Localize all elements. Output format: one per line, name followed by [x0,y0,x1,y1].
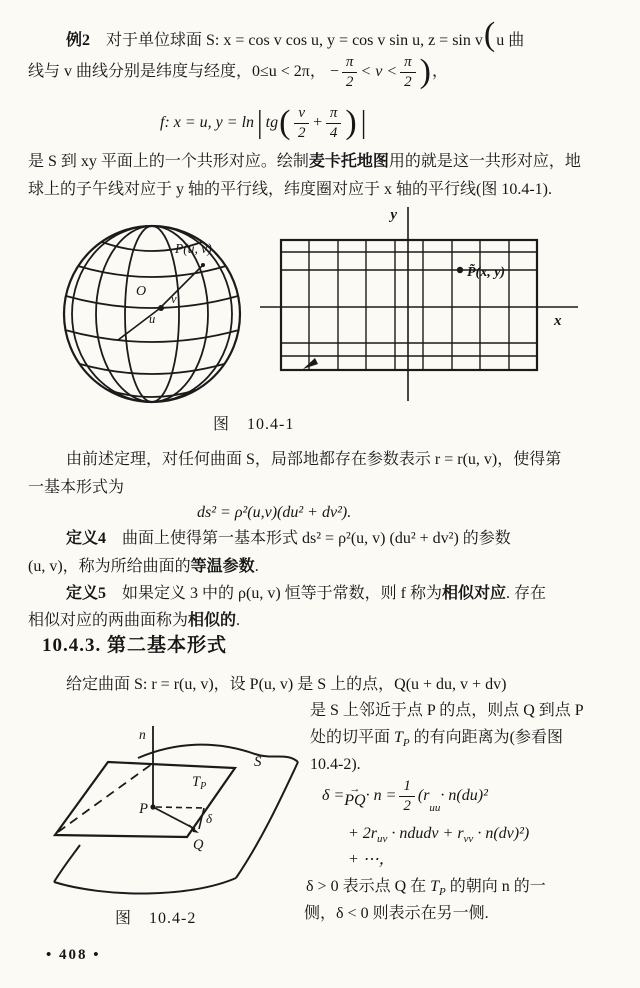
tangent-plane-sub: P [402,737,410,750]
point-P-dot [201,263,205,267]
fraction-v-2: $\frac{v}{2}$ [294,105,309,141]
delta-eq-a: δ = [322,786,345,804]
tangent-plane-symbol: T [394,729,403,746]
similar-term: 相似的 [188,612,237,629]
def5-text-c: . 存在 [506,585,547,602]
figure2-caption: 图 10.4-2 [115,910,197,927]
example-line2-text: 线与 v 曲线分别是纬度与经度，0≤u < 2π， − [28,62,339,80]
second-form-rtext-2a: 处的切平面 [310,729,395,746]
def4-line-1 [66,529,511,550]
sphere-label-O: O [135,284,147,299]
Q-label: Q [193,837,204,853]
first-form-text: ds² = ρ²(u,v)(du² + dv²). [197,504,352,521]
formula-tg: tg [265,113,279,131]
y-axis-label: y [390,207,397,223]
second-form-right-2 [310,728,563,750]
delta-formula-line-2: + $2r_{uv}$ · ndudv + $r_{vv} \cdot n(dv)^2$) [348,825,530,846]
first-form-formula [197,503,351,524]
fraction-half: $\frac{1}{2}$ [399,778,415,814]
second-form-rtext-3: 10.4-2). [310,756,361,773]
formula-f: f: x = u, y = ln [160,113,255,131]
theorem-line-2 [28,478,124,499]
abs-bar-right: | [360,104,367,141]
Tp-symbol: T [430,878,440,895]
second-form-text-1: 给定曲面 S: r = r(u, v)，设 P(u, v) 是 S 上的点，Q(u + du, v + dv) [66,676,507,693]
delta-eq-d: · n(du)² [440,786,488,804]
grid-border [281,240,537,370]
sphere-label-v: v [171,292,177,306]
def4-text-2a: (u, v)，称为所给曲面的 [28,558,191,575]
theorem-text-1: 由前述定理，对任何曲面 S，局部地都存在参数表示 r = r(u, v)，使得第 [66,451,562,468]
def5-text-2a: 相似对应的两曲面称为 [28,612,189,629]
surface-bottom-edge [54,878,236,894]
conformal-text-2: 球上的子午线对应于 y 轴的平行线，纬度圈对应于 x 轴的平行线(图 10.4-1). [28,181,552,198]
delta-label: δ [206,811,213,826]
delta-note-line-2: 侧，δ < 0 则表示在另一侧. [304,905,489,922]
r-vv-sub: vv [463,833,474,846]
second-form-right-3 [310,755,361,776]
example-tail: u 曲 [496,32,525,49]
sphere-label-P: P(u, v) [175,241,212,256]
figure-sphere [55,213,250,415]
example-intro: 对于单位球面 S: x = cos v cos u, y = cos v sin u, z = sin v [90,32,483,49]
P-label: P [139,801,148,817]
second-form-right-1 [310,701,584,722]
second-form-line-1 [66,675,506,696]
corner-arrow [303,358,318,369]
big-paren-open-2: ( [279,103,291,141]
big-paren-open: ( [483,16,496,53]
surface-top-edge [138,745,298,762]
r-uv-sub: uv [377,833,388,846]
sphere-label-u: u [149,312,156,326]
mapping-formula [160,100,369,146]
delta-eq-b: · n = [365,786,397,804]
point-Ptilde-dot [457,267,463,273]
fraction-pi-4: $\frac{\pi}{4}$ [326,105,342,141]
delta-note-line-1: δ > 0 表示点 Q 在 $T_P$ 的朝向 n 的一 [306,878,546,899]
def4-label: 定义4 [66,530,107,547]
example-label: 例2 [66,32,91,49]
conformal-text-a: 是 S 到 xy 平面上的一个共形对应。绘制 [28,153,309,170]
grid-vertical-lines [309,240,509,370]
figure-plane-grid [256,203,586,408]
surface-right-edge [236,762,298,878]
isothermal-term: 等温参数 [190,558,255,575]
def5-line-2 [28,611,240,632]
figure1-caption: 图 10.4-1 [213,416,295,433]
conformal-line-2 [28,180,552,201]
delta-eq-c: (r [417,786,430,804]
def4-line-2 [28,557,259,578]
fraction-pi-2b: $\frac{\pi}{2}$ [400,54,416,90]
example-line-1 [66,16,525,53]
conformal-line-1 [28,152,581,173]
mercator-term: 麦卡托地图 [308,153,389,170]
surface-label: S [254,754,262,770]
conformal-text-c: 用的就是这一共形对应，地 [388,153,581,170]
theorem-line-1 [66,450,561,471]
big-paren-close-2: ) [345,103,357,141]
similar-corr-term: 相似对应 [442,585,507,602]
theorem-text-2: 一基本形式为 [28,479,125,496]
second-form-rtext-2b: 的有向距离为(参看图 [409,729,563,746]
r-uu-sub: uu [429,801,441,814]
tangent-plane-label: $T_P$ [192,774,207,792]
figure-tangent-plane [40,712,302,900]
example-line-2 [28,50,448,94]
section-heading: 10.4.3. 第二基本形式 [42,635,228,656]
vector-arrow: → [349,783,361,796]
second-form-rtext-1: 是 S 上邻近于点 P 的点，则点 Q 到点 P [310,702,584,719]
angle-vertex-dot [158,305,164,311]
Tp-sub: P [439,886,446,899]
delta-formula-line-3: + ⋯， [348,851,395,868]
def5-line-1 [66,584,546,605]
def4-text: 曲面上使得第一基本形式 ds² = ρ²(u, v) (du² + dv²) 的参数 [106,530,511,547]
delta-formula-line-1 [322,775,488,817]
example-line2-mid: < v < [360,62,398,80]
formula-plus: + [312,113,323,131]
def5-label: 定义5 [66,585,107,602]
def4-text-2c: . [254,558,259,575]
normal-label: n [139,727,146,742]
radius-line-to-P [159,265,203,309]
point-Ptilde-label: P̃(x, y) [467,265,506,280]
hidden-curve [58,764,152,832]
big-paren-close: ) [419,52,431,90]
PQ-line [153,807,195,829]
abs-bar-left: | [257,104,263,141]
surface-left-edge [54,845,80,882]
fraction-pi-2: $\frac{\pi}{2}$ [342,54,358,90]
def5-text-a: 如果定义 3 中的 ρ(u, v) 恒等于常数，则 f 称为 [106,585,442,602]
example-line2-end: ， [431,62,448,80]
page-number: • 408 • [46,947,101,963]
x-axis-label: x [554,313,562,329]
vector-PQ: → PQ [344,783,366,810]
def5-text-2c: . [236,612,241,629]
dashed-PQ-horizontal [156,807,204,808]
